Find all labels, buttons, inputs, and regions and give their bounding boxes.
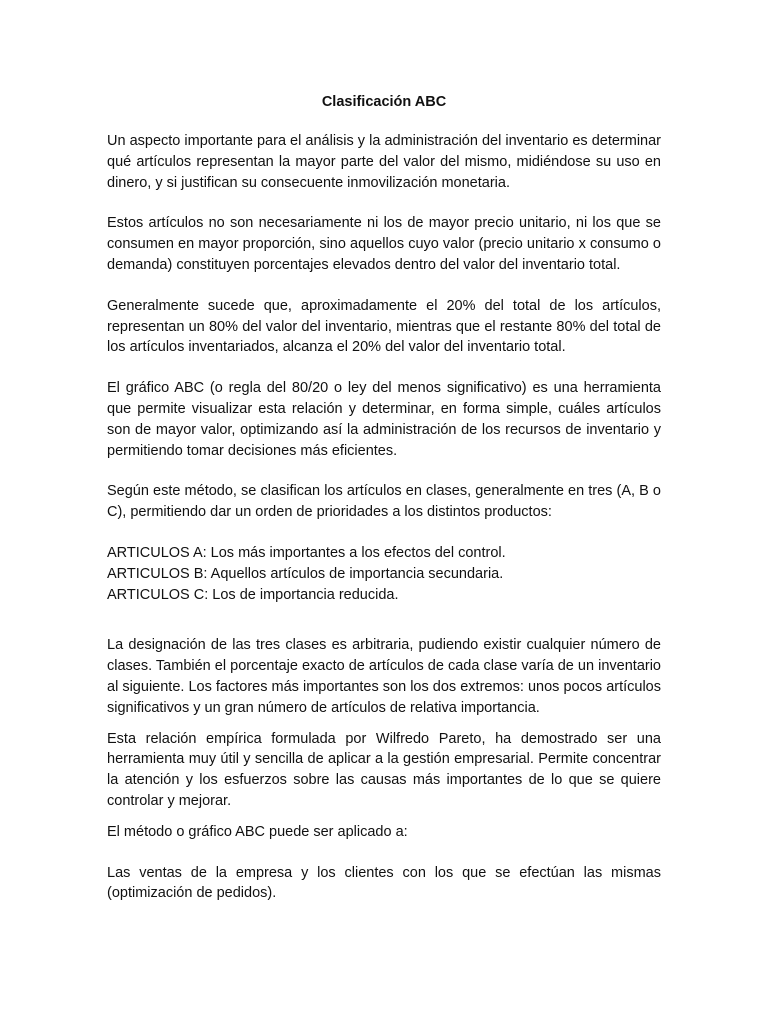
paragraph-abc-chart: El gráfico ABC (o regla del 80/20 o ley del menos significativo) es una herramienta que permite visualizar esta relación y determinar, en forma simple, cuáles artículos son de mayor valor, optimizando así la administración de los recursos de inventario y permitiendo tomar decisiones más eficientes. — [107, 380, 661, 459]
classes-list — [107, 543, 661, 605]
paragraph-designation: La designación de las tres clases es arbitraria, pudiendo existir cualquier número de clases. También el porcentaje exacto de artículos de cada clase varía de un inventario al siguiente. Los factores más importantes son los dos extremos: unos pocos artículos significativos y un gran número de artículos de relativa importancia. — [107, 637, 661, 716]
class-c-item: ARTICULOS C: Los de importancia reducida. — [107, 586, 399, 603]
document-title: Clasificación ABC — [321, 94, 447, 110]
paragraph-sales: Las ventas de la empresa y los clientes con los que se efectúan las mismas (optimización de pedidos). — [107, 864, 661, 902]
paragraph-80-20: Generalmente sucede que, aproximadamente el 20% del total de los artículos, representan un 80% del valor del inventario, mientras que el restante 80% del total de los artículos inventariados, alcanza el 20% del valor del inventario total. — [107, 297, 661, 356]
paragraph-intro: Un aspecto importante para el análisis y la administración del inventario es determinar qué artículos representan la mayor parte del valor del mismo, midiéndose su uso en dinero, y si justifican su consecuente inmovilización monetaria. — [107, 133, 661, 191]
class-a-item: ARTICULOS A: Los más importantes a los efectos del control. — [107, 544, 506, 561]
paragraph-applied: El método o gráfico ABC puede ser aplicado a: — [107, 823, 408, 840]
paragraph-pareto: Esta relación empírica formulada por Wilfredo Pareto, ha demostrado ser una herramienta muy útil y sencilla de aplicar a la gestión empresarial. Permite concentrar la atención y los esfuerzos sobre las causas más importantes de lo que se quiere controlar y mejorar. — [107, 730, 661, 809]
paragraph-articles-value: Estos artículos no son necesariamente ni los de mayor precio unitario, ni los que se consumen en mayor proporción, sino aquellos cuyo valor (precio unitario x consumo o demanda) constituyen porcentajes elevados dentro del valor del inventario total. — [107, 215, 661, 273]
paragraph-method: Según este método, se clasifican los artículos en clases, generalmente en tres (A, B o C), permitiendo dar un orden de prioridades a los distintos productos: — [107, 483, 661, 521]
document-page — [107, 92, 661, 924]
class-b-item: ARTICULOS B: Aquellos artículos de importancia secundaria. — [107, 565, 504, 582]
